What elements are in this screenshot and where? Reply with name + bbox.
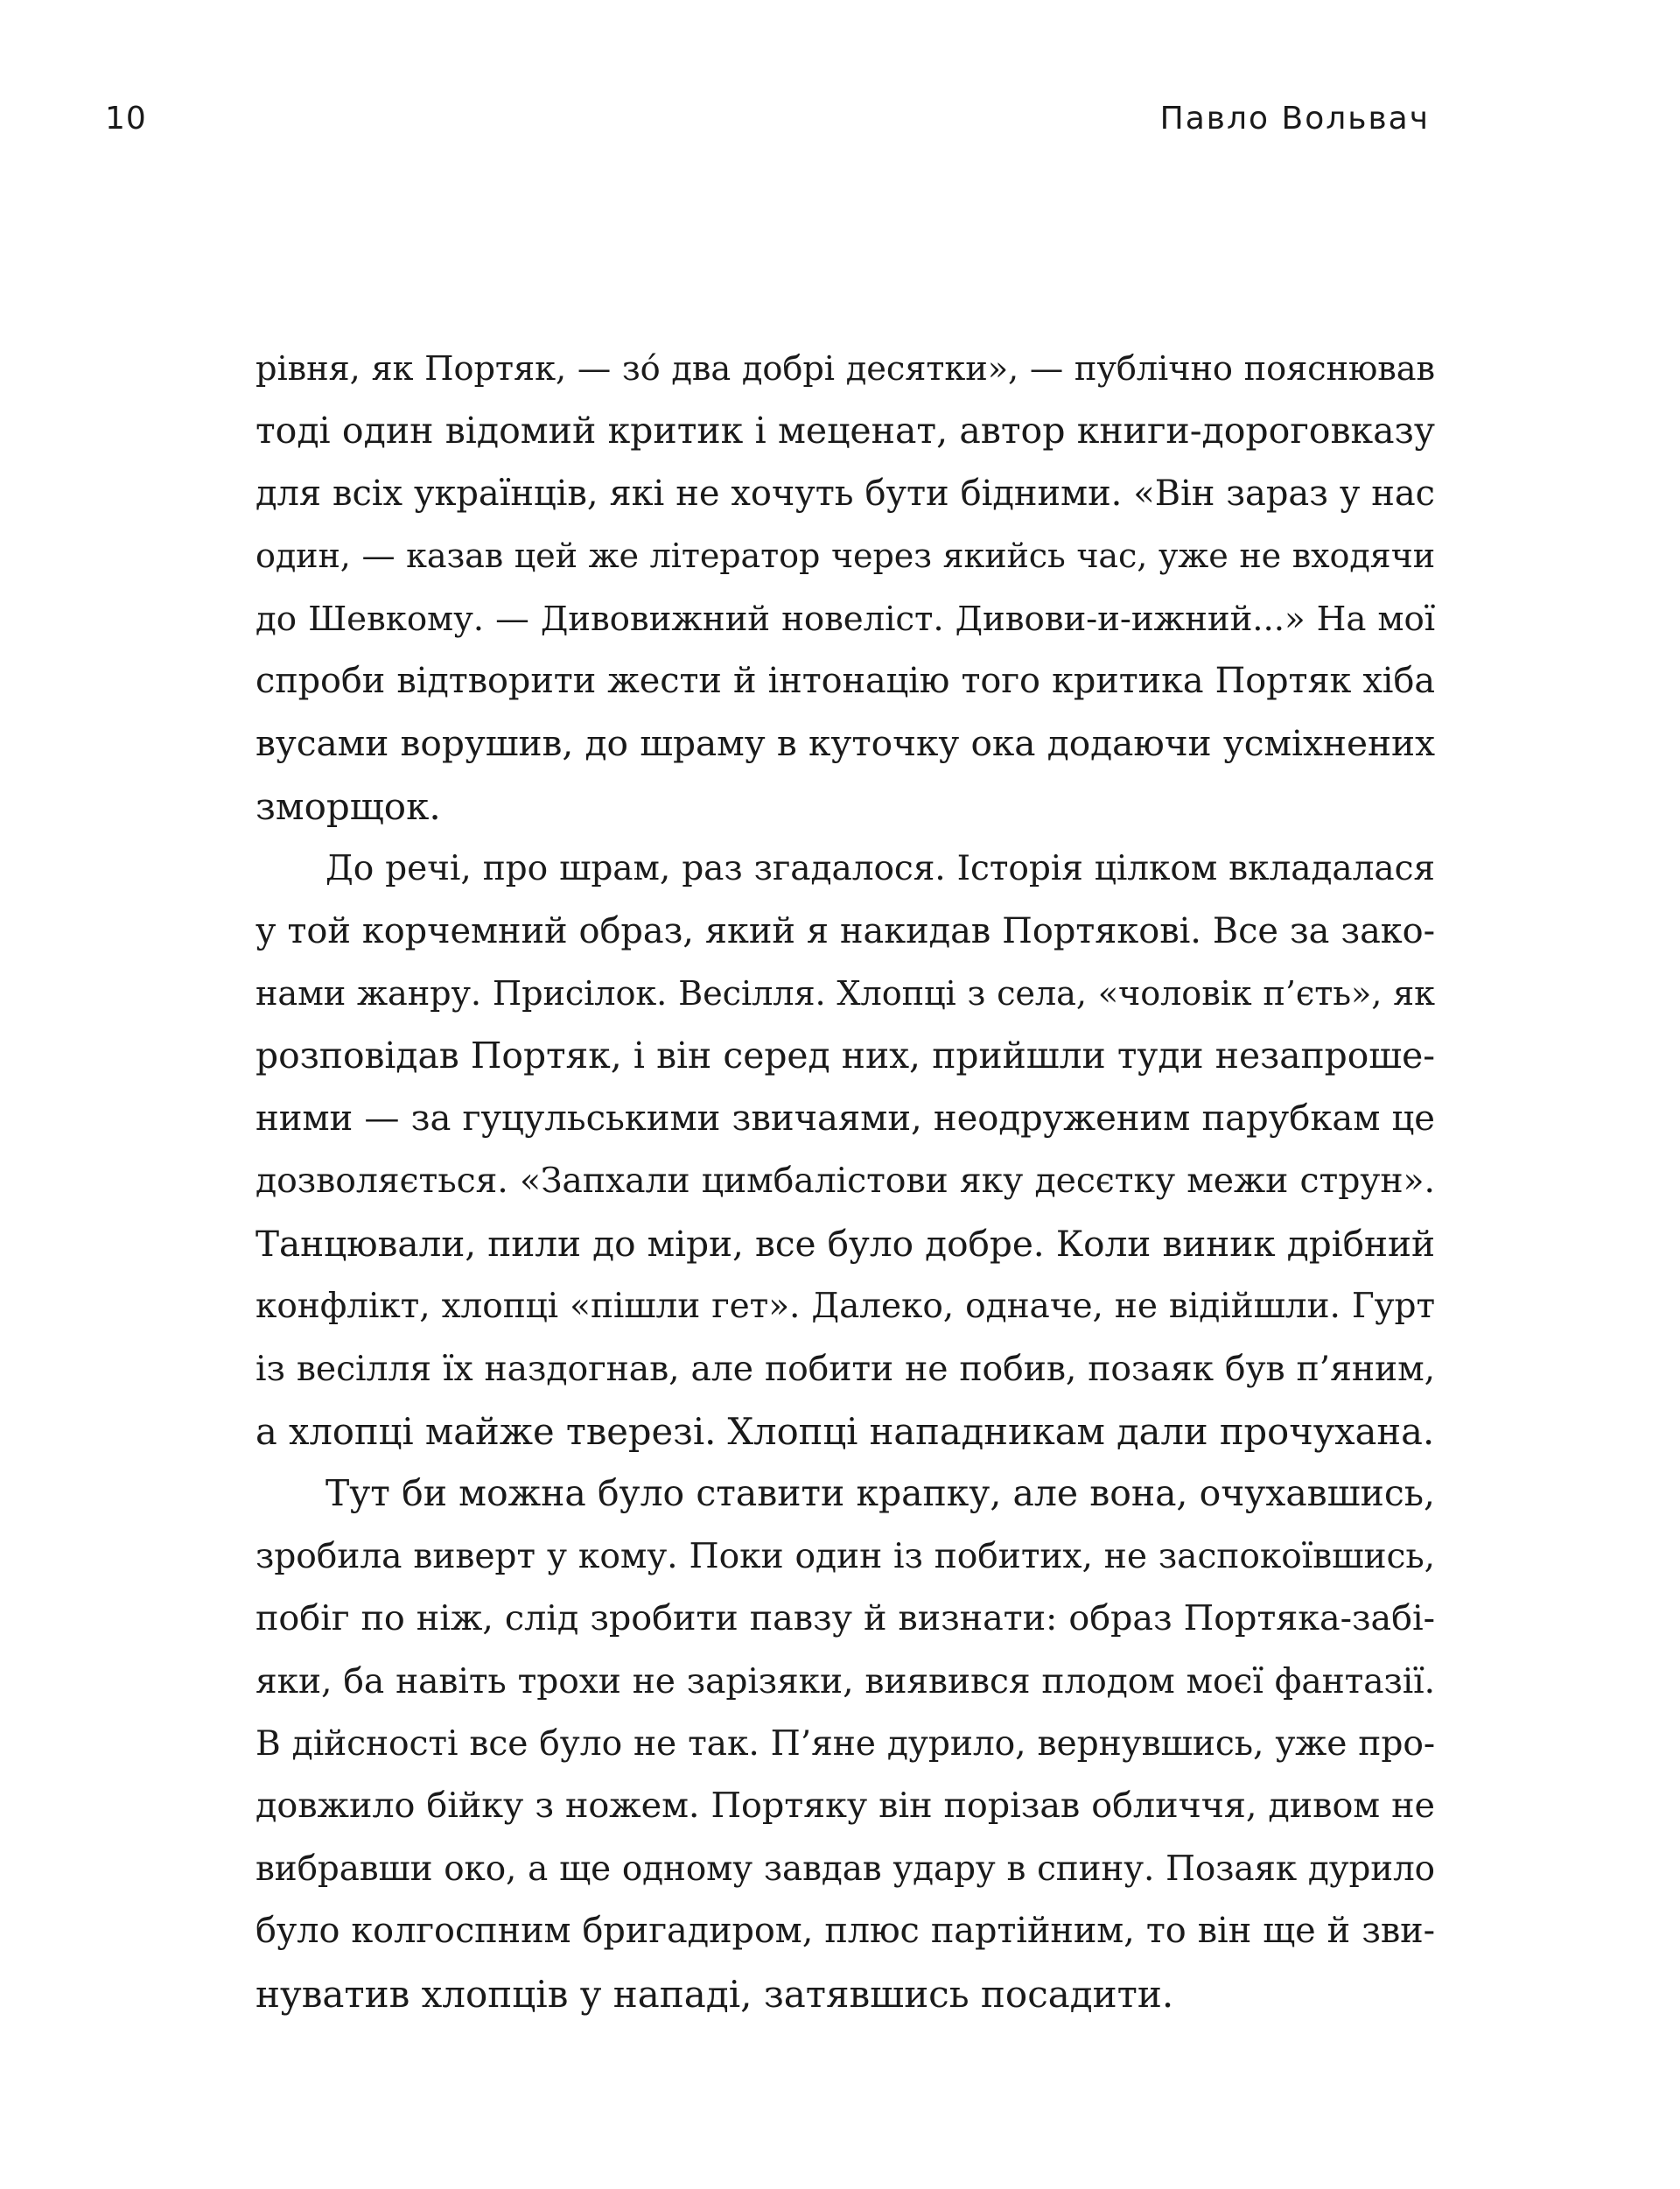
text-line: було колгоспним бригадиром, плюс партійним, то він ще й зви-	[256, 1911, 1435, 1952]
text-line: нуватив хлопців у нападі, затявшись посадити.	[256, 1972, 1174, 2016]
text-line: тоді один відомий критик і меценат, автор книги-дороговказу	[256, 410, 1435, 453]
text-line: зморщок.	[256, 784, 441, 828]
running-head-author: Павло Вольвач	[1159, 101, 1430, 137]
text-line: а хлопці майже тверезі. Хлопці нападникам дали прочухана.	[256, 1409, 1435, 1453]
text-line: спроби відтворити жести й інтонацію того критика Портяк хіба	[256, 661, 1435, 702]
text-line: ними — за гуцульськими звичаями, неодруженим парубкам це	[256, 1098, 1435, 1139]
text-line: із весілля їх наздогнав, але побити не побив, позаяк був п’яним,	[256, 1349, 1435, 1389]
text-line: В дійсності все було не так. П’яне дурило, вернувшись, уже про-	[256, 1723, 1435, 1764]
page-number: 10	[105, 101, 147, 137]
text-line: Танцювали, пили до міри, все було добре. Коли виник дрібний	[256, 1222, 1435, 1265]
text-line: один, — казав цей же літератор через якийсь час, уже не входячи	[256, 537, 1435, 576]
text-line: довжило бійку з ножем. Портяку він порізав обличчя, дивом не	[256, 1786, 1435, 1827]
text-line: побіг по ніж, слід зробити павзу й визнати: образ Портяка-забі-	[256, 1598, 1435, 1639]
text-line: рівня, як Портяк, — зо́ два добрі десятки», — публічно пояснював	[256, 349, 1435, 389]
text-line: до Шевкому. — Дивовижний новеліст. Дивови-и-ижний...» На мої	[256, 599, 1435, 639]
text-line: До речі, про шрам, раз згадалося. Історія цілком вкладалася	[326, 849, 1435, 889]
text-line: зробила виверт у кому. Поки один із побитих, не заспокоївшись,	[256, 1536, 1435, 1576]
text-line: у той корчемний образ, який я накидав Портякові. Все за зако-	[256, 910, 1435, 951]
text-line: конфлікт, хлопці «пішли гет». Далеко, одначе, не відійшли. Гурт	[256, 1287, 1435, 1327]
text-line: розповідав Портяк, і він серед них, прийшли туди незапроше-	[256, 1035, 1435, 1077]
text-line: вусами ворушив, до шраму в куточку ока додаючи усміхнених	[256, 722, 1435, 765]
text-line: для всіх українців, які не хочуть бути бідними. «Він зараз у нас	[256, 473, 1435, 514]
text-line: Тут би можна було ставити крапку, але вона, очухавшись,	[326, 1472, 1435, 1515]
text-line: дозволяється. «Запхали цимбалістови яку десєтку межи струн».	[256, 1161, 1435, 1202]
body-text	[256, 338, 1435, 2025]
text-line: яки, ба навіть трохи не зарізяки, виявився плодом моєї фантазії.	[256, 1661, 1435, 1701]
text-line: нами жанру. Присілок. Весілля. Хлопці з села, «чоловік п’єть», як	[256, 974, 1435, 1014]
text-line: вибравши око, а ще одному завдав удару в спину. Позаяк дурило	[256, 1849, 1435, 1889]
